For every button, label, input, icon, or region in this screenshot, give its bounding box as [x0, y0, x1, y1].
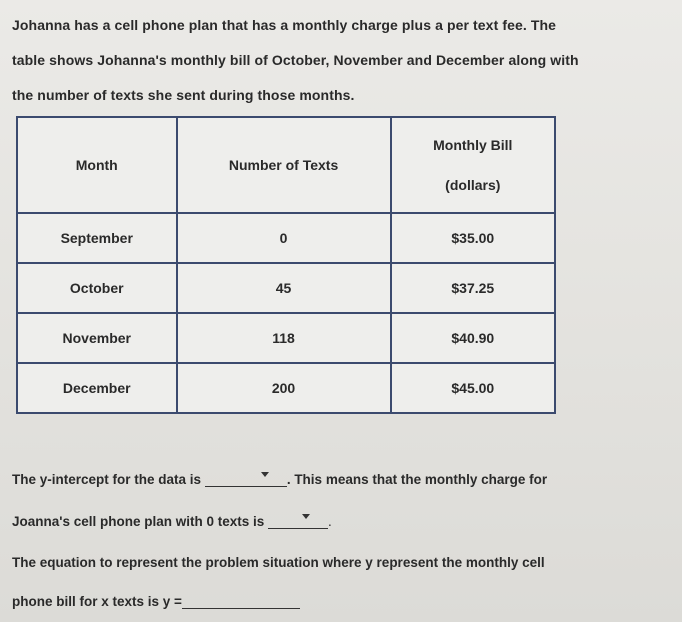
equation-answer-input[interactable]: [182, 592, 300, 609]
question-3-line-1: The equation to represent the problem situation where y represent the monthly cell: [12, 555, 545, 570]
equation-prefix: y =: [162, 594, 182, 609]
cell-bill: $35.00: [391, 213, 555, 263]
question-2: Joanna's cell phone plan with 0 texts is .: [12, 510, 332, 529]
cell-bill: $40.90: [391, 313, 555, 363]
monthly-charge-dropdown[interactable]: [268, 510, 328, 529]
cell-texts: 45: [177, 263, 391, 313]
question-1-before: The y-intercept for the data is: [12, 472, 202, 487]
table-row: [17, 363, 555, 413]
problem-statement: [12, 8, 672, 113]
intro-line-3: the number of texts she sent during those months.: [12, 87, 355, 103]
header-monthly-bill: [391, 117, 555, 213]
cell-month: October: [17, 263, 177, 313]
table-header-row: [17, 117, 555, 213]
header-monthly-bill-line1: Monthly Bill: [433, 137, 513, 153]
cell-bill: $45.00: [391, 363, 555, 413]
header-monthly-bill-line2: (dollars): [445, 177, 501, 193]
cell-texts: 200: [177, 363, 391, 413]
caret-down-icon: [302, 514, 310, 519]
cell-texts: 0: [177, 213, 391, 263]
question-3-line-2: [12, 592, 300, 609]
question-1-after: . This means that the monthly charge for: [286, 472, 548, 487]
intro-line-1: Johanna has a cell phone plan that has a monthly charge plus a per text fee. The: [12, 17, 557, 33]
question-1: [12, 468, 547, 487]
header-month: Month: [17, 117, 177, 213]
cell-texts: 118: [177, 313, 391, 363]
y-intercept-dropdown[interactable]: [205, 468, 287, 487]
bill-table: [16, 116, 556, 414]
header-number-of-texts: Number of Texts: [177, 117, 391, 213]
table-row: [17, 213, 555, 263]
cell-month: December: [17, 363, 177, 413]
table-row: [17, 313, 555, 363]
intro-line-2: table shows Johanna's monthly bill of October, November and December along with: [12, 52, 579, 68]
cell-month: November: [17, 313, 177, 363]
cell-month: September: [17, 213, 177, 263]
table-row: [17, 263, 555, 313]
caret-down-icon: [261, 472, 269, 477]
cell-bill: $37.25: [391, 263, 555, 313]
question-3-text: phone bill for x texts is: [12, 594, 160, 609]
question-2-before: Joanna's cell phone plan with 0 texts is: [12, 514, 265, 529]
